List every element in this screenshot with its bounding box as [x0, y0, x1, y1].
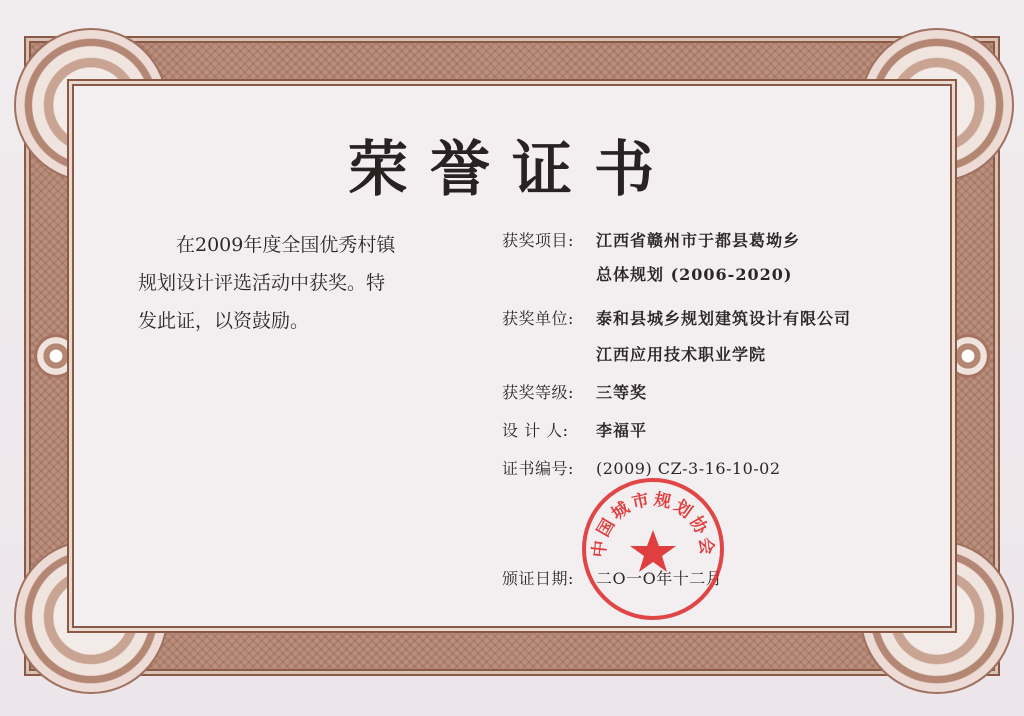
grade-label: 获奖等级: — [502, 383, 574, 402]
statement-line-3: 发此证，以资鼓励。 — [138, 310, 310, 332]
statement-line-1: 在2009年度全国优秀村镇 — [176, 234, 396, 256]
unit-label: 获奖单位: — [502, 309, 574, 328]
seal-star-icon — [630, 530, 676, 572]
date-value: 二O一O年十二月 — [596, 569, 723, 588]
designer-row — [502, 418, 647, 441]
official-seal — [582, 478, 724, 620]
project-row — [502, 228, 800, 251]
project-label: 获奖项目: — [502, 231, 574, 250]
unit-row — [502, 306, 851, 329]
unit-row-2 — [596, 342, 766, 365]
designer-label: 设 计 人: — [502, 421, 569, 440]
seal-graphic — [582, 478, 724, 620]
unit-value-line-2: 江西应用技术职业学院 — [596, 345, 767, 364]
award-statement — [138, 226, 438, 340]
grade-row — [502, 380, 647, 403]
project-row-2 — [596, 262, 792, 285]
project-value-line-1: 江西省赣州市于都县葛坳乡 — [596, 231, 801, 250]
certificate-title: 荣誉证书 — [348, 135, 676, 205]
number-label: 证书编号: — [502, 459, 574, 478]
number-value: (2009) CZ-3-16-10-02 — [596, 459, 781, 478]
grade-value: 三等奖 — [596, 383, 648, 402]
unit-value-line-1: 泰和县城乡规划建筑设计有限公司 — [596, 309, 852, 328]
date-label: 颁证日期: — [502, 569, 574, 588]
designer-value: 李福平 — [596, 421, 648, 440]
side-medal-left — [34, 334, 78, 378]
number-row — [502, 456, 781, 479]
project-value-line-2: 总体规划 (2006-2020) — [596, 265, 793, 284]
side-medal-right — [946, 334, 990, 378]
statement-line-2: 规划设计评选活动中获奖。特 — [138, 272, 386, 294]
seal-text: 中国城市规划协会 — [589, 489, 717, 559]
